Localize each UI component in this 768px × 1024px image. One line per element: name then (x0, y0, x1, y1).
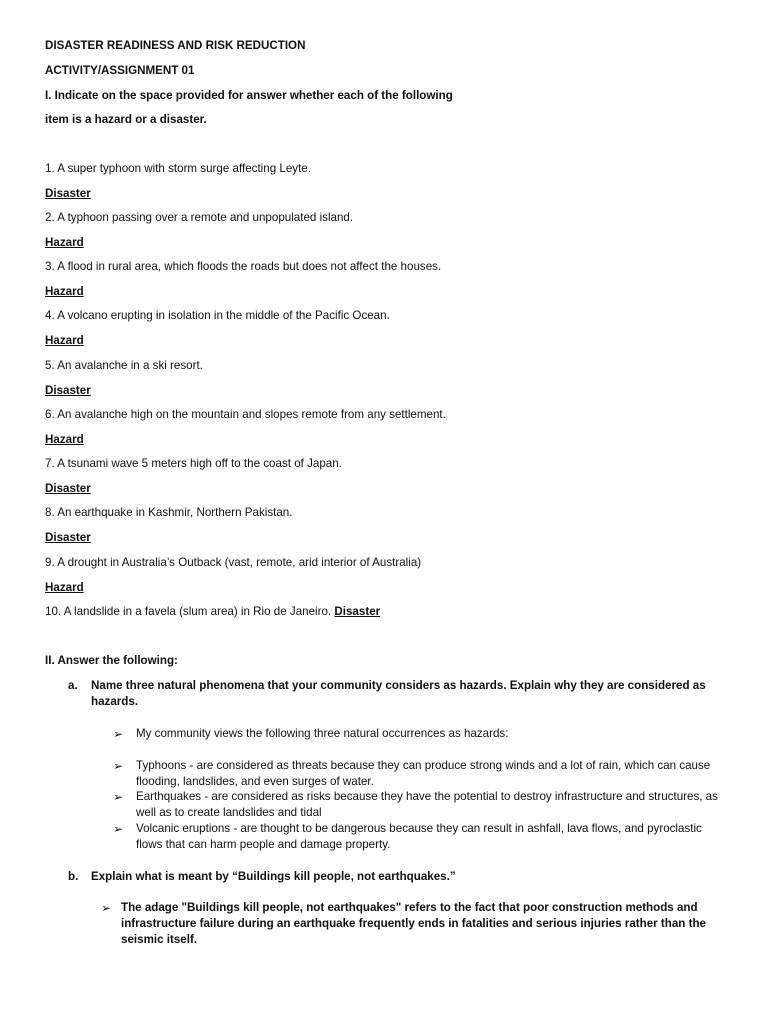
item-7-answer: Disaster (45, 482, 91, 495)
item-6-answer: Hazard (45, 433, 84, 446)
activity-title: ACTIVITY/ASSIGNMENT 01 (45, 64, 195, 77)
arrow-icon: ➢ (113, 822, 124, 836)
part1-instruction-line1: I. Indicate on the space provided for answer whether each of the following (45, 89, 453, 102)
answer-a-bullet-volcanic: Volcanic eruptions - are thought to be dangerous because they can result in ashfall, lava flows, and pyroclastic flows that can harm people and damage property. (136, 822, 702, 851)
item-10-text: 10. A landslide in a favela (slum area) in Rio de Janeiro. (45, 605, 332, 618)
item-4-text: 4. A volcano erupting in isolation in the middle of the Pacific Ocean. (45, 309, 390, 322)
arrow-icon: ➢ (113, 759, 124, 773)
item-7-text: 7. A tsunami wave 5 meters high off to the coast of Japan. (45, 457, 342, 470)
item-8-text: 8. An earthquake in Kashmir, Northern Pakistan. (45, 506, 293, 519)
item-5-answer: Disaster (45, 384, 91, 397)
part2-heading: II. Answer the following: (45, 654, 178, 667)
answer-a-bullet-typhoons: Typhoons - are considered as threats because they can produce strong winds and a lot of rain, which can cause flooding, landslides, and even surges of water. (136, 759, 711, 788)
document-title: DISASTER READINESS AND RISK REDUCTION (45, 39, 306, 52)
answer-a-intro: My community views the following three natural occurrences as hazards: (136, 727, 509, 740)
answer-a-bullet-earthquakes: Earthquakes - are considered as risks because they have the potential to destroy infrastructure and structures, as well as to create landslides and tidal (136, 790, 718, 819)
item-3-text: 3. A flood in rural area, which floods the roads but does not affect the houses. (45, 260, 442, 273)
arrow-icon: ➢ (113, 727, 124, 741)
arrow-icon: ➢ (101, 901, 112, 915)
item-1-answer: Disaster (45, 187, 91, 200)
arrow-icon: ➢ (113, 790, 124, 804)
question-a-label: a. (68, 679, 78, 692)
item-2-answer: Hazard (45, 236, 84, 249)
question-a-text: Name three natural phenomena that your community considers as hazards. Explain why they are considered as hazards. (91, 679, 706, 708)
question-b-label: b. (68, 870, 79, 883)
item-8-answer: Disaster (45, 531, 91, 544)
question-b-text: Explain what is meant by “Buildings kill people, not earthquakes.” (91, 870, 456, 883)
item-10-answer: Disaster (334, 605, 381, 618)
part1-instruction-line2: item is a hazard or a disaster. (45, 113, 207, 126)
item-9-answer: Hazard (45, 581, 84, 594)
item-6-text: 6. An avalanche high on the mountain and slopes remote from any settlement. (45, 408, 446, 421)
item-1-text: 1. A super typhoon with storm surge affecting Leyte. (45, 162, 311, 175)
item-9-text: 9. A drought in Australia’s Outback (vast, remote, arid interior of Australia) (45, 556, 422, 569)
item-3-answer: Hazard (45, 285, 84, 298)
item-5-text: 5. An avalanche in a ski resort. (45, 359, 203, 372)
item-2-text: 2. A typhoon passing over a remote and unpopulated island. (45, 211, 354, 224)
item-4-answer: Hazard (45, 334, 84, 347)
item-10 (45, 604, 380, 620)
answer-b-text: The adage "Buildings kill people, not earthquakes" refers to the fact that poor construction methods and infrastructure failure during an earthquake frequently ends in fatalities and serious injuries rather than the seismic itself. (121, 901, 706, 946)
